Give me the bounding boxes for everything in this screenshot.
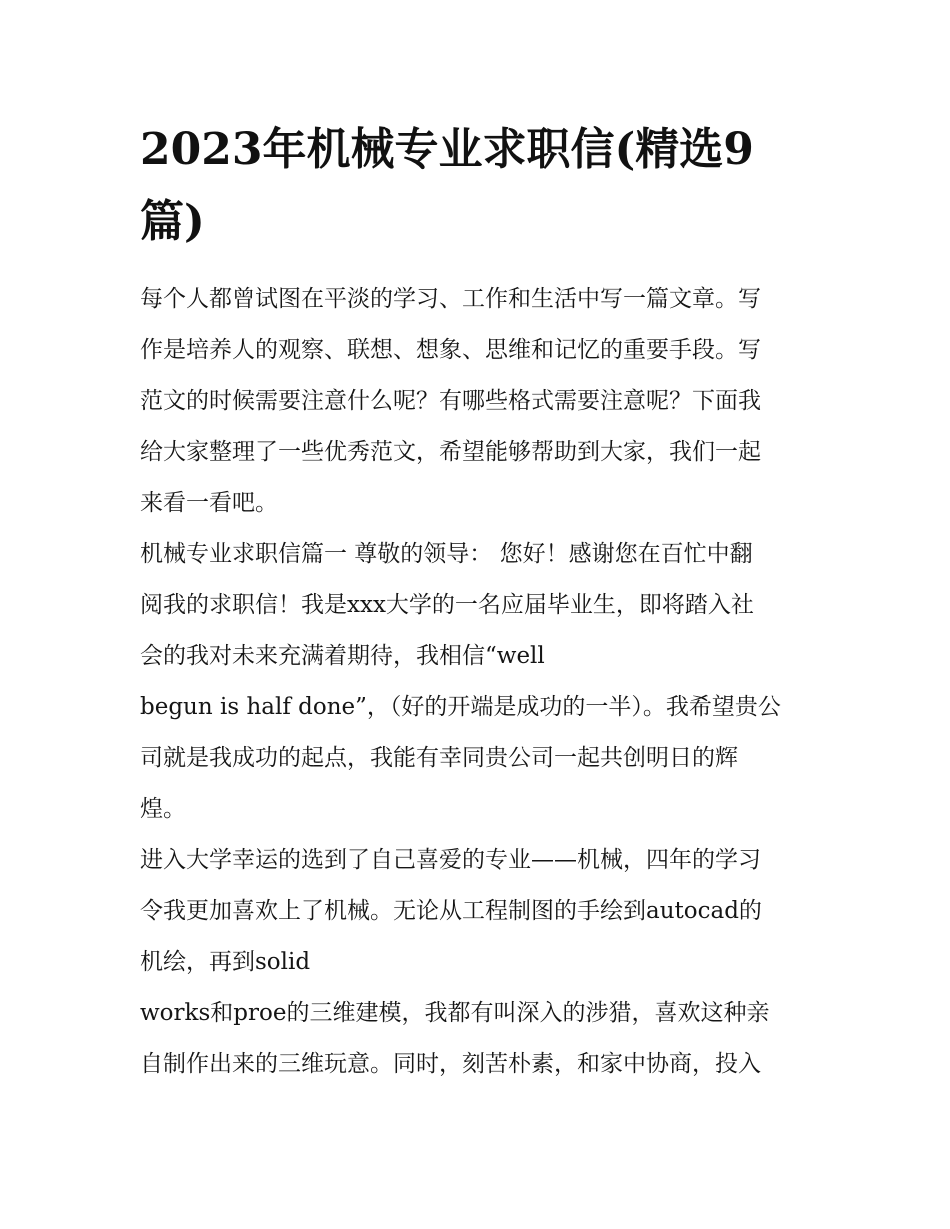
- paragraph-line: 机械专业求职信篇一 尊敬的领导： 您好！感谢您在百忙中翻: [140, 541, 753, 567]
- document-body: [140, 274, 820, 1090]
- paragraph-line: 作是培养人的观察、联想、想象、思维和记忆的重要手段。写: [140, 337, 761, 363]
- paragraph-line: 煌。: [140, 796, 186, 822]
- paragraph-line: 进入大学幸运的选到了自己喜爱的专业——机械，四年的学习: [140, 847, 761, 873]
- paragraph-line: 会的我对未来充满着期待，我相信“well: [140, 643, 545, 669]
- paragraph-line: begun is half done”，（好的开端是成功的一半）。我希望贵公: [140, 694, 781, 720]
- paragraph-line: 阅我的求职信！我是xxx大学的一名应届毕业生，即将踏入社: [140, 592, 754, 618]
- paragraph-line: 司就是我成功的起点，我能有幸同贵公司一起共创明日的辉: [140, 745, 738, 771]
- paragraph-line: 给大家整理了一些优秀范文，希望能够帮助到大家，我们一起: [140, 439, 761, 465]
- title-line: 篇): [140, 196, 205, 247]
- paragraph-line: 自制作出来的三维玩意。同时，刻苦朴素，和家中协商，投入: [140, 1051, 761, 1077]
- paragraph-line: 机绘，再到solid: [140, 949, 311, 975]
- paragraph-line: 范文的时候需要注意什么呢？有哪些格式需要注意呢？下面我: [140, 388, 761, 414]
- title-line: 2023年机械专业求职信(精选9: [140, 124, 754, 175]
- paragraph-line: 每个人都曾试图在平淡的学习、工作和生活中写一篇文章。写: [140, 286, 761, 312]
- paragraph-line: 令我更加喜欢上了机械。无论从工程制图的手绘到autocad的: [140, 898, 762, 924]
- paragraph-line: 来看一看吧。: [140, 490, 278, 516]
- document-title: [140, 114, 820, 258]
- paragraph-line: works和proe的三维建模，我都有叫深入的涉猎，喜欢这种亲: [140, 1000, 770, 1026]
